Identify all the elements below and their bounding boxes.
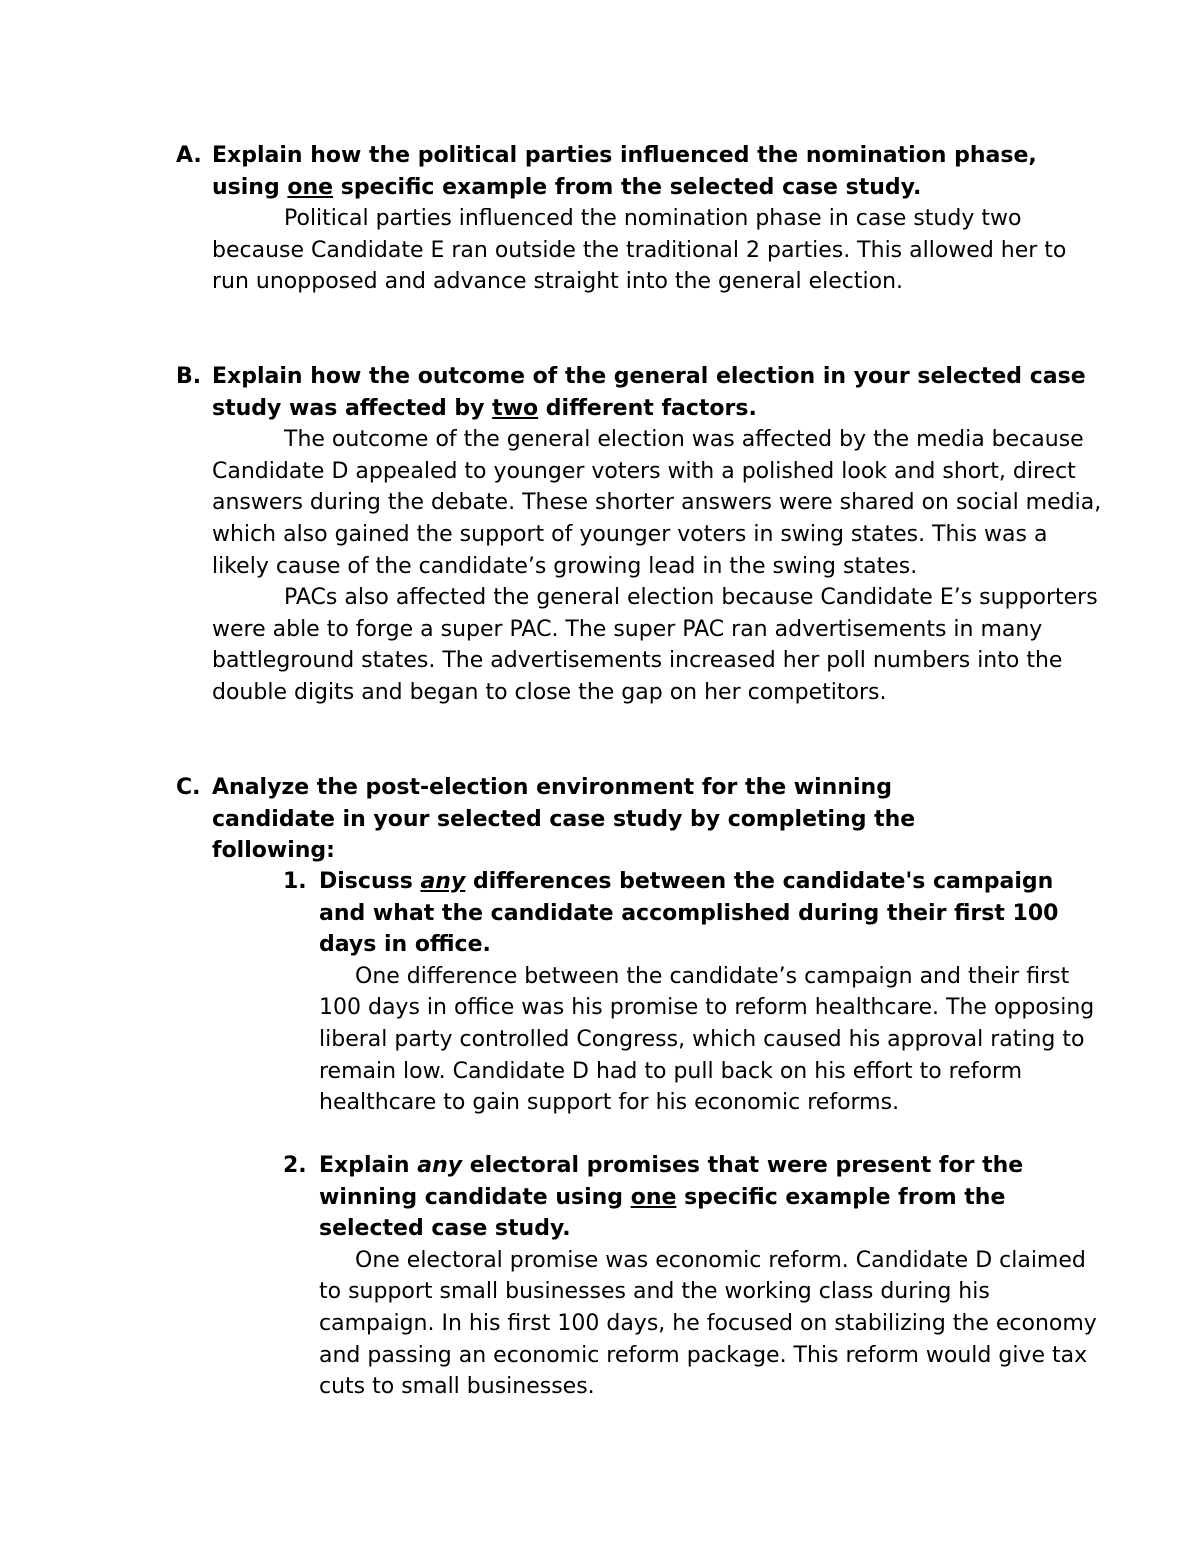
section-a-label: A. [176,143,202,168]
section-b-question: Explain how the outcome of the general election in your selected case study was affected by two different factors. [212,364,1086,421]
section-a-answer: Political parties influenced the nomination phase in case study two because Candidate E ran outside the traditional 2 parties. This allowed her to run unopposed and advance straight into the general election. [212,206,1067,295]
section-c-item-1-label: 1. [283,869,307,894]
section-b [176,361,1102,709]
emphasis-one: one [287,174,334,200]
section-b-label: B. [176,364,202,389]
section-c-item-2 [283,1150,1099,1403]
section-c-question: Analyze the post-election environment for the winning candidate in your selected case study by completing the following: [212,775,916,864]
section-c-item-2-question: Explain any electoral promises that were present for the winning candidate using one specific example from the selected case study. [319,1153,1024,1242]
emphasis-one: one [630,1184,677,1210]
emphasis-any: any [417,1153,463,1178]
section-c-item-2-label: 2. [283,1153,307,1178]
section-c-item-1-answer: One difference between the candidate’s campaign and their first 100 days in office was his promise to reform healthcare. The opposing liberal party controlled Congress, which caused his approval rating to remain low. Candidate D had to pull back on his effort to reform healthcare to gain support for his economic reforms. [319,963,1095,1116]
emphasis-two: two [492,395,539,421]
section-c-label: C. [176,775,201,800]
section-c [176,772,1102,867]
section-b-answer-1: The outcome of the general election was affected by the media because Candidate D appealed to younger voters with a polished look and short, direct answers during the debate. These shorter answers were shared on social media, which also gained the support of younger voters in swing states. This was a likely cause of the candidate’s growing lead in the swing states. [212,427,1102,579]
section-b-answer-2: PACs also affected the general election because Candidate E’s supporters were able to forge a super PAC. The super PAC ran advertisements in many battleground states. The advertisements increased her poll numbers into the double digits and began to close the gap on her competitors. [212,585,1098,705]
section-c-item-1-question: Discuss any differences between the candidate's campaign and what the candidate accomplished during their first 100 days in office. [319,869,1059,958]
section-c-item-2-answer: One electoral promise was economic reform. Candidate D claimed to support small businesses and the working class during his campaign. In his first 100 days, he focused on stabilizing the economy and passing an economic reform package. This reform would give tax cuts to small businesses. [319,1247,1097,1400]
section-a [176,140,1102,298]
section-c-item-1 [283,866,1099,1119]
emphasis-any: any [420,869,466,894]
section-a-question: Explain how the political parties influenced the nomination phase, using one specific example from the selected case study. [212,143,1037,200]
